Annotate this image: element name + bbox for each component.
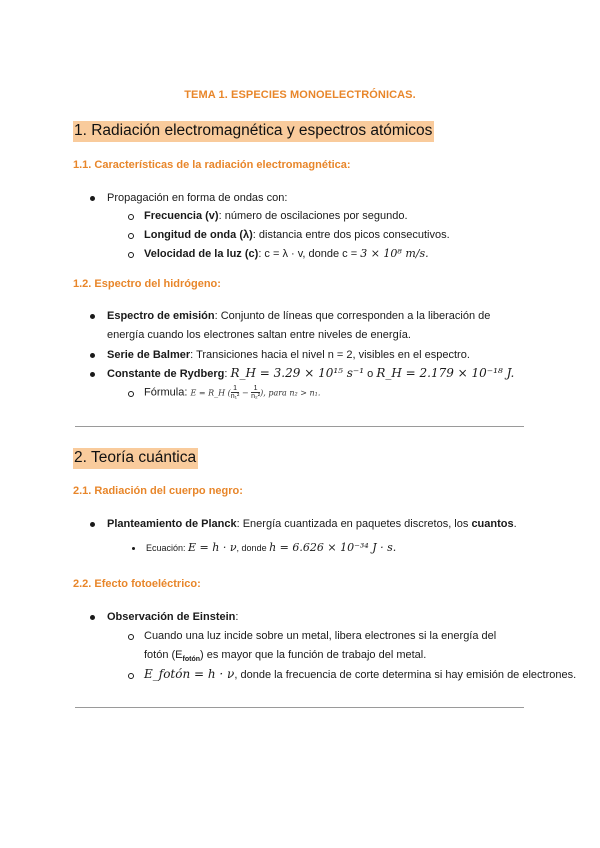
einstein-observation: Observación de Einstein: bbox=[107, 611, 239, 623]
rydberg-constant: Constante de Rydberg: R_H = 3.29 × 10¹⁵ s⁻¹ o R_H = 2.179 × 10⁻¹⁸ J. bbox=[107, 366, 515, 380]
circle-bullet bbox=[128, 673, 134, 679]
rydberg-formula: Fórmula: E = R_H ( $\frac{1}{\text{n₁²}}$ − $\frac{1}{\text{n₂²}}$ ), para n₂ > n₁. bbox=[144, 385, 321, 400]
circle-bullet bbox=[128, 233, 134, 239]
bullet-dot bbox=[90, 196, 95, 201]
document-title: TEMA 1. ESPECIES MONOELECTRÓNICAS. bbox=[184, 89, 416, 101]
list-item-speed-of-light: Velocidad de la luz (c): c = λ · v, donde c = 3 × 10⁸ m/s. bbox=[144, 247, 429, 260]
circle-bullet bbox=[128, 391, 134, 397]
subsection-2-2-heading: 2.2. Efecto fotoeléctrico: bbox=[73, 578, 201, 590]
circle-bullet bbox=[128, 252, 134, 258]
horizontal-divider bbox=[75, 426, 524, 427]
small-bullet bbox=[132, 547, 135, 550]
circle-bullet bbox=[128, 214, 134, 220]
emission-spectrum-line1: Espectro de emisión: Conjunto de líneas que corresponden a la liberación de bbox=[107, 310, 491, 322]
emission-spectrum-line2: energía cuando los electrones saltan entre niveles de energía. bbox=[107, 329, 411, 341]
photon-energy-equation: E_fotón = h · ν, donde la frecuencia de corte determina si hay emisión de electrones. bbox=[144, 667, 577, 681]
bullet-dot bbox=[90, 615, 95, 620]
planck-statement: Planteamiento de Planck: Energía cuantizada en paquetes discretos, los cuantos. bbox=[107, 518, 517, 530]
subsection-1-1-heading: 1.1. Características de la radiación electromagnética: bbox=[73, 159, 351, 171]
bullet-dot bbox=[90, 353, 95, 358]
planck-equation: Ecuación: E = h · ν, donde h = 6.626 × 10⁻³⁴ J · s. bbox=[146, 541, 397, 554]
bullet-dot bbox=[90, 372, 95, 377]
horizontal-divider bbox=[75, 707, 524, 708]
bullet-dot bbox=[90, 314, 95, 319]
balmer-series: Serie de Balmer: Transiciones hacia el nivel n = 2, visibles en el espectro. bbox=[107, 349, 470, 361]
list-item-wavelength: Longitud de onda (λ): distancia entre dos picos consecutivos. bbox=[144, 229, 450, 241]
photoelectric-line2: fotón $(E_{fotón})$ es mayor que la función de trabajo del metal. bbox=[144, 649, 427, 664]
bullet-dot bbox=[90, 522, 95, 527]
subsection-2-1-heading: 2.1. Radiación del cuerpo negro: bbox=[73, 485, 243, 497]
subsection-1-2-heading: 1.2. Espectro del hidrógeno: bbox=[73, 278, 221, 290]
intro-text: Propagación en forma de ondas con: bbox=[107, 192, 288, 204]
circle-bullet bbox=[128, 634, 134, 640]
section-1-heading: 1. Radiación electromagnética y espectros atómicos bbox=[73, 121, 434, 142]
section-2-heading: 2. Teoría cuántica bbox=[73, 448, 198, 469]
photoelectric-line1: Cuando una luz incide sobre un metal, libera electrones si la energía del bbox=[144, 630, 497, 642]
list-item-frequency: Frecuencia (v): número de oscilaciones por segundo. bbox=[144, 210, 408, 222]
